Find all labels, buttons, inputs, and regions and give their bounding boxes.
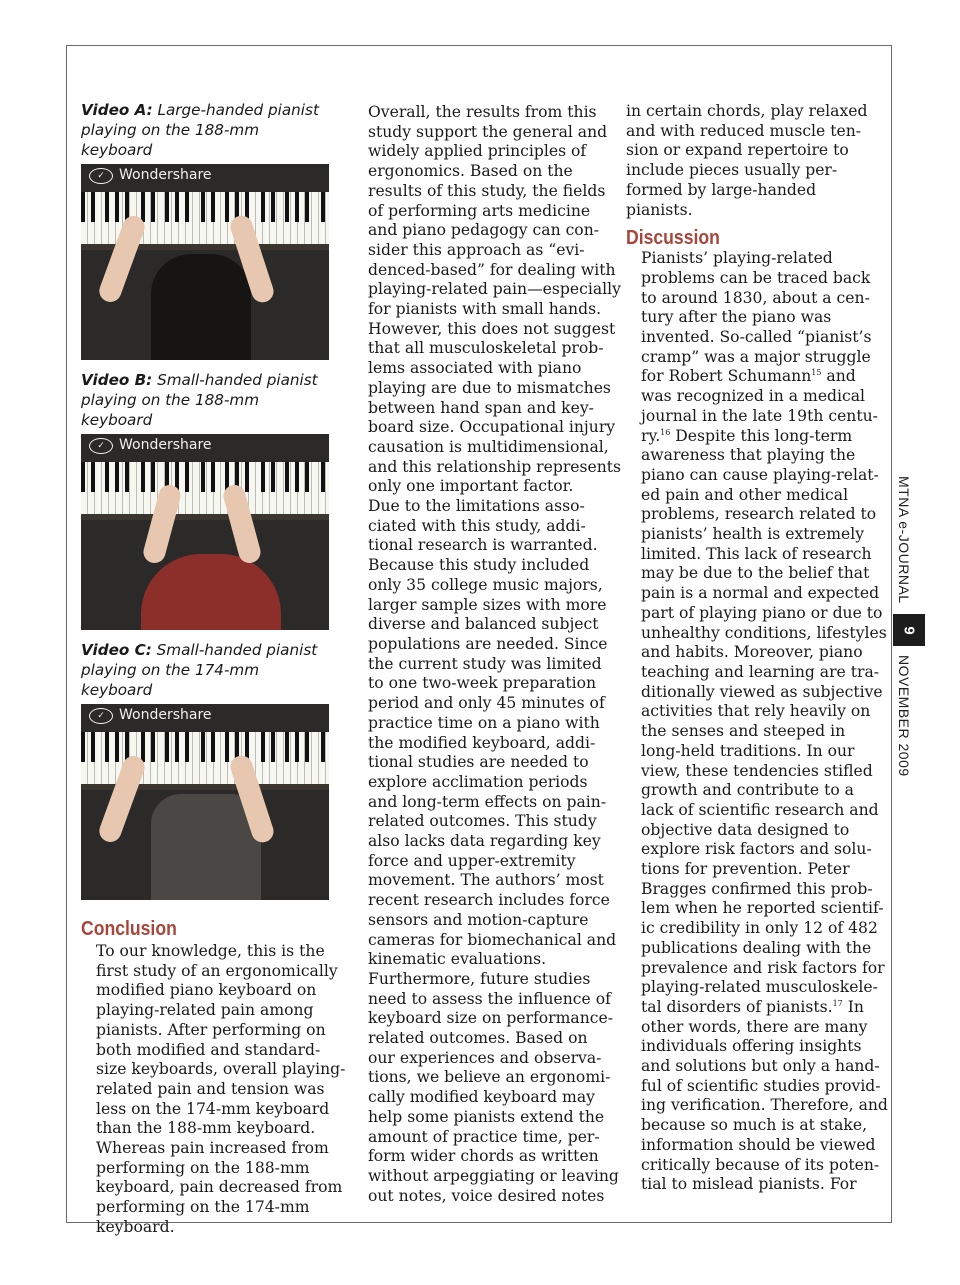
column-2	[353, 100, 622, 1206]
text-line: sion or expand repertoire to	[626, 141, 849, 160]
text-line: individuals offering insights	[641, 1037, 862, 1056]
text-line: kinematic evaluations.	[368, 950, 547, 969]
text-line: formed by large-handed	[626, 180, 817, 199]
keyboard-rail	[81, 514, 329, 520]
watermark-text: Wondershare	[119, 167, 212, 183]
text-line: critically because of its poten-	[641, 1155, 880, 1174]
text-line: ditionally viewed as subjective	[641, 682, 883, 701]
text-line: keyboard.	[96, 1217, 175, 1236]
video-label: Video B:	[81, 371, 153, 389]
text-line: larger sample sizes with more	[368, 595, 607, 614]
footnote-ref: 15	[811, 368, 822, 378]
pianist-body	[151, 254, 251, 360]
text-line: objective data designed to	[641, 820, 850, 839]
text-line: and piano pedagogy can con-	[368, 221, 600, 240]
text-line: pianists. After performing on	[96, 1020, 326, 1039]
text-line: recent research includes force	[368, 891, 610, 910]
text-line: in certain chords, play relaxed	[626, 102, 868, 120]
text-line: lack of scientific research and	[641, 800, 879, 819]
text-line: ergonomics. Based on the	[368, 162, 573, 181]
text-line: of performing arts medicine	[368, 201, 591, 220]
text-line: playing-related pain—especially	[368, 280, 621, 299]
pianist-body	[141, 554, 281, 630]
text-line: form wider chords as written	[368, 1147, 599, 1166]
text-line: information should be viewed	[641, 1135, 876, 1154]
text-line: include pieces usually per-	[626, 161, 838, 180]
text-line: ic credibility in only 12 of 482	[641, 919, 878, 938]
text-line: movement. The authors’ most	[368, 871, 604, 890]
video-caption	[81, 100, 333, 160]
text-line: piano can cause playing-relat-	[641, 465, 879, 484]
text-line: modified piano keyboard on	[96, 981, 317, 1000]
text-line: pianists.	[626, 200, 693, 219]
text-line: was recognized in a medical	[641, 387, 866, 406]
text-line: tional research is warranted.	[368, 536, 598, 555]
col3-paragraph-2	[626, 249, 888, 1195]
text-line: less on the 174-mm keyboard	[96, 1099, 330, 1118]
text-line: cramp” was a major struggle	[641, 347, 871, 366]
text-line: and solutions but only a hand-	[641, 1057, 880, 1076]
text-line: playing-related pain among	[96, 1001, 314, 1020]
col3-paragraph-1	[626, 102, 878, 220]
text-line	[626, 367, 878, 387]
line-text: In	[842, 997, 864, 1016]
text-line: study support the general and	[368, 122, 608, 141]
caption-text: playing on the 188-mm keyboard	[81, 391, 260, 429]
text-line: and this relationship represents	[368, 457, 622, 476]
video-thumbnail[interactable]	[81, 164, 329, 360]
text-line: keyboard, pain decreased from	[96, 1178, 343, 1197]
text-line: and habits. Moreover, piano	[641, 643, 863, 662]
text-line: unhealthy conditions, lifestyles	[641, 623, 887, 642]
col2-paragraph-2	[353, 497, 617, 970]
text-line: lems associated with piano	[368, 359, 582, 378]
text-line: Pianists’ playing-related	[641, 249, 833, 268]
text-line: need to assess the influence of	[368, 989, 611, 1008]
video-thumbnail[interactable]	[81, 704, 329, 900]
video-thumbnail[interactable]	[81, 434, 329, 630]
text-line: limited. This lack of research	[641, 544, 872, 563]
piano-black-keys	[81, 462, 329, 492]
text-line: lem when he reported scientif-	[641, 899, 884, 918]
text-line: that all musculoskeletal prob-	[368, 339, 604, 358]
text-line: both modified and standard-	[96, 1040, 321, 1059]
text-line: However, this does not suggest	[368, 319, 616, 338]
text-line: amount of practice time, per-	[368, 1127, 600, 1146]
text-line: out notes, voice desired notes	[368, 1186, 605, 1205]
text-line: than the 188-mm keyboard.	[96, 1119, 316, 1138]
text-line: pianists’ health is extremely	[641, 525, 865, 544]
text-line: growth and contribute to a	[641, 781, 854, 800]
conclusion-heading: Conclusion	[81, 918, 177, 940]
text-line: invented. So-called “pianist’s	[641, 328, 872, 347]
text-line: first study of an ergonomically	[96, 961, 338, 980]
text-line: problems, research related to	[641, 505, 877, 524]
line-text: Despite this long-term	[670, 426, 853, 445]
text-line: populations are needed. Since	[368, 634, 608, 653]
text-line: force and upper-extremity	[368, 851, 576, 870]
text-line: denced-based” for dealing with	[368, 260, 616, 279]
text-line: related outcomes. This study	[368, 812, 597, 831]
video-label: Video A:	[81, 101, 153, 119]
text-line: sider this approach as “evi-	[368, 240, 585, 259]
text-line: practice time on a piano with	[368, 713, 600, 732]
text-line: Because this study included	[368, 556, 590, 575]
page-number: 9	[900, 625, 918, 635]
footnote-ref: 17	[832, 998, 843, 1008]
text-line: our experiences and observa-	[368, 1048, 602, 1067]
col2-paragraph-1	[353, 103, 622, 497]
text-line: for pianists with small hands.	[368, 300, 602, 319]
text-line: may be due to the belief that	[641, 564, 870, 583]
text-line: keyboard size on performance-	[368, 1009, 613, 1028]
line-text: ry.	[641, 426, 661, 445]
text-line: explore acclimation periods	[368, 772, 588, 791]
video-label: Video C:	[81, 641, 152, 659]
text-line: ing verification. Therefore, and	[641, 1096, 888, 1115]
text-line: pain is a normal and expected	[641, 584, 880, 603]
watermark	[89, 706, 212, 726]
text-line: the current study was limited	[368, 654, 602, 673]
text-line: prevalence and risk factors for	[641, 958, 885, 977]
text-line: tury after the piano was	[641, 308, 832, 327]
text-line: problems can be traced back	[641, 268, 871, 287]
text-line: activities that rely heavily on	[641, 702, 871, 721]
text-line: size keyboards, overall playing-	[96, 1060, 346, 1079]
text-line: To our knowledge, this is the	[96, 942, 325, 960]
text-line: tional studies are needed to	[368, 753, 589, 772]
discussion-heading: Discussion	[626, 227, 720, 250]
text-line: ciated with this study, addi-	[368, 516, 586, 535]
text-line: results of this study, the fields	[368, 181, 606, 200]
piano-black-keys	[81, 192, 329, 222]
text-line: causation is multidimensional,	[368, 437, 609, 456]
text-line: long-held traditions. In our	[641, 741, 855, 760]
line-text: and	[821, 367, 856, 386]
watermark	[89, 166, 212, 186]
conclusion-paragraph	[81, 942, 346, 1238]
text-line: ful of scientific studies provid-	[641, 1076, 881, 1095]
text-line: also lacks data regarding key	[368, 832, 601, 851]
text-line: tions for prevention. Peter	[641, 860, 850, 879]
text-line: Bragges confirmed this prob-	[641, 879, 873, 898]
caption-text: Small-handed pianist	[151, 641, 318, 659]
caption-text: playing on the 188-mm keyboard	[81, 121, 260, 159]
text-line: awareness that playing the	[641, 446, 856, 465]
journal-name: MTNA e-JOURNAL	[896, 476, 912, 604]
text-line: to around 1830, about a cen-	[641, 288, 870, 307]
text-line: help some pianists extend the	[368, 1107, 605, 1126]
text-line: publications dealing with the	[641, 938, 872, 957]
text-line: performing on the 188-mm	[96, 1158, 310, 1177]
text-line: related pain and tension was	[96, 1079, 325, 1098]
text-line: only one important factor.	[368, 477, 574, 496]
text-line: Whereas pain increased from	[96, 1139, 329, 1158]
caption-text: Large-handed pianist	[152, 101, 319, 119]
watermark	[89, 436, 212, 456]
text-line: tial to mislead pianists. For	[641, 1175, 857, 1194]
text-line: teaching and learning are tra-	[641, 662, 880, 681]
text-line: and with reduced muscle ten-	[626, 121, 862, 140]
text-line: explore risk factors and solu-	[641, 840, 872, 859]
text-line: playing-related musculoskele-	[641, 978, 878, 997]
caption-text: Small-handed pianist	[152, 371, 318, 389]
text-line: the senses and steeped in	[641, 722, 846, 741]
text-line: and long-term effects on pain-	[368, 792, 607, 811]
text-line: cally modified keyboard may	[368, 1088, 595, 1107]
text-line: tions, we believe an ergonomi-	[368, 1068, 611, 1087]
text-line: performing on the 174-mm	[96, 1198, 310, 1217]
text-line: other words, there are many	[641, 1017, 868, 1036]
text-line: ed pain and other medical	[641, 485, 849, 504]
page-number-badge	[893, 614, 925, 646]
text-line	[626, 998, 878, 1018]
wondershare-logo-icon: ✓	[89, 168, 113, 184]
text-line	[626, 427, 878, 447]
video-caption	[81, 370, 333, 430]
text-line: cameras for biomechanical and	[368, 930, 617, 949]
text-line: playing are due to mismatches	[368, 378, 611, 397]
wondershare-logo-icon: ✓	[89, 708, 113, 724]
issue-date: NOVEMBER 2009	[896, 655, 912, 777]
text-line: only 35 college music majors,	[368, 575, 603, 594]
footnote-ref: 16	[660, 427, 671, 437]
text-line: diverse and balanced subject	[368, 615, 599, 634]
column-3	[626, 102, 888, 1195]
piano-black-keys	[81, 732, 329, 762]
text-line: Overall, the results from this	[368, 103, 597, 121]
text-line: board size. Occupational injury	[368, 418, 616, 437]
text-line: because so much is at stake,	[641, 1116, 868, 1135]
text-line: widely applied principles of	[368, 142, 587, 161]
text-line: journal in the late 19th centu-	[641, 406, 878, 425]
column-1	[81, 100, 346, 1238]
video-caption	[81, 640, 333, 700]
caption-text: playing on the 174-mm keyboard	[81, 661, 260, 699]
text-line: between hand span and key-	[368, 398, 594, 417]
text-line: sensors and motion-capture	[368, 910, 589, 929]
text-line: the modified keyboard, addi-	[368, 733, 596, 752]
text-line: view, these tendencies stifled	[641, 761, 873, 780]
text-line: period and only 45 minutes of	[368, 694, 605, 713]
line-text: tal disorders of pianists.	[641, 997, 833, 1016]
text-line: related outcomes. Based on	[368, 1029, 588, 1048]
wondershare-logo-icon: ✓	[89, 438, 113, 454]
watermark-text: Wondershare	[119, 707, 212, 723]
text-line: Furthermore, future studies	[368, 969, 591, 988]
text-line: part of playing piano or due to	[641, 603, 883, 622]
col2-paragraph-3	[353, 969, 619, 1206]
text-line: to one two-week preparation	[368, 674, 597, 693]
watermark-text: Wondershare	[119, 437, 212, 453]
line-text: for Robert Schumann	[641, 367, 812, 386]
text-line: Due to the limitations asso-	[368, 497, 585, 516]
text-line: without arpeggiating or leaving	[368, 1166, 619, 1185]
